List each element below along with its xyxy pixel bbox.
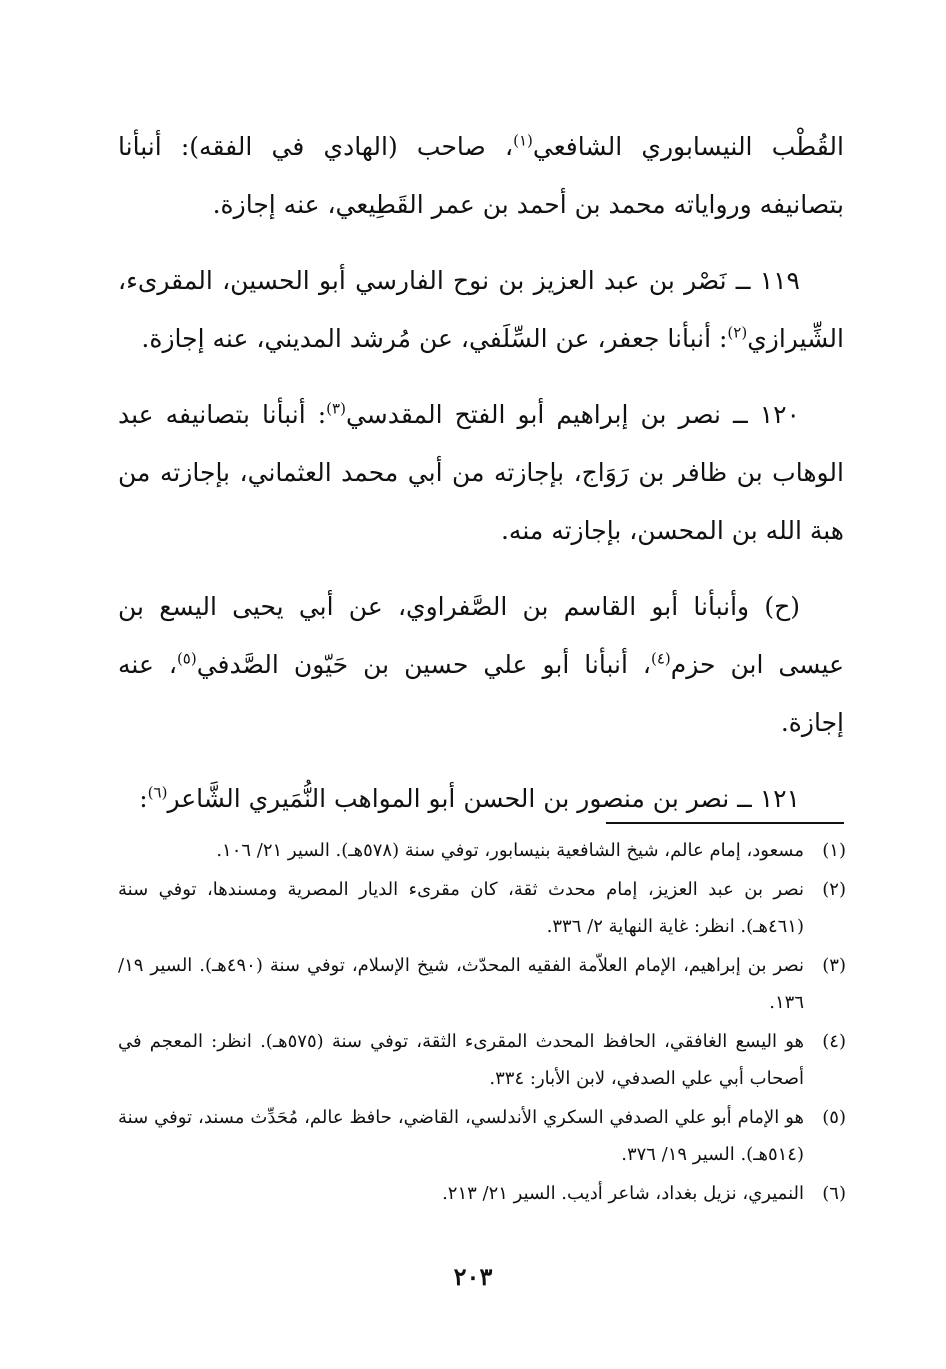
footnote-number: (٦) <box>822 1183 846 1204</box>
footnote-separator <box>606 822 844 824</box>
footnotes <box>118 832 846 1214</box>
footnote-number: (٤) <box>822 1031 846 1052</box>
footnote <box>118 947 846 1021</box>
footnote-ref-2: (٢) <box>727 323 748 342</box>
ha-text-end: ، عنه إجازة. <box>118 650 844 737</box>
footnote-text: نصر بن عبد العزيز، إمام محدث ثقة، كان مقرىء الديار المصرية ومسندها، توفي سنة (٤٦١هـ). انظر: غاية النهاية ٢/ ٣٣٦. <box>118 879 804 937</box>
intro-text: القُطْب النيسابوري الشافعي <box>532 132 844 161</box>
footnote-ref-4: (٤) <box>650 649 671 668</box>
footnote-text: هو الإمام أبو علي الصدفي السكري الأندلسي، القاضي، حافظ عالم، مُحَدِّث مسند، توفي سنة (٥١٤هـ). السير ١٩/ ٣٧٦. <box>118 1107 804 1165</box>
footnote <box>118 1175 846 1212</box>
footnote-text: مسعود، إمام عالم، شيخ الشافعية بنيسابور، توفي سنة (٥٧٨هـ). السير ٢١/ ١٠٦. <box>216 840 804 861</box>
footnote-ref-6: (٦) <box>147 783 168 802</box>
footnote-number: (٢) <box>822 879 846 900</box>
entry-119-text: ١١٩ ــ نَصْر بن عبد العزيز بن نوح الفارسي أبو الحسين، المقرىء، الشِّيرازي <box>118 266 844 353</box>
footnote <box>118 832 846 869</box>
footnote-ref-3: (٣) <box>326 399 346 418</box>
ha-text-middle: ، أنبأنا أبو علي حسين بن حَيّون الصَّدفي <box>196 650 651 679</box>
footnote <box>118 1023 846 1097</box>
footnote-text: هو اليسع الغافقي، الحافظ المحدث المقرىء الثقة، توفي سنة (٥٧٥هـ). انظر: المعجم في أصحاب أبي علي الصدفي، لابن الأبار: ٣٣٤. <box>118 1031 804 1089</box>
intro-text-cont: ، صاحب (الهادي في الفقه): أنبأنا بتصانيفه ورواياته محمد بن أحمد بن عمر القَطِيعي، عنه إجازة. <box>118 132 844 219</box>
ha-paragraph <box>118 578 844 752</box>
intro-paragraph <box>118 118 844 234</box>
footnote-number: (٣) <box>822 955 846 976</box>
ha-text: (ح) وأنبأنا أبو القاسم بن الصَّفراوي، عن أبي يحيى اليسع بن عيسى ابن حزم <box>118 592 844 679</box>
main-text <box>118 118 844 846</box>
entry-121-text-cont: : <box>139 784 148 813</box>
footnote-number: (٥) <box>822 1107 846 1128</box>
page-number: ٢٠٣ <box>453 1262 493 1291</box>
footnote-number: (١) <box>822 840 846 861</box>
entry-120 <box>118 386 844 560</box>
footnote-ref-5: (٥) <box>176 649 197 668</box>
entry-120-text-cont: : أنبأنا بتصانيفه عبد الوهاب بن ظافر بن رَوَاج، بإجازته من أبي محمد العثماني، بإجازته من هبة الله بن المحسن، بإجازته منه. <box>118 400 844 545</box>
footnote-text: النميري، نزيل بغداد، شاعر أديب. السير ٢١/ ٢١٣. <box>442 1183 804 1204</box>
footnote <box>118 871 846 945</box>
entry-119-text-cont: : أنبأنا جعفر، عن السِّلَفي، عن مُرشد المديني، عنه إجازة. <box>141 324 728 353</box>
entry-120-text: ١٢٠ ــ نصر بن إبراهيم أبو الفتح المقدسي <box>345 400 800 429</box>
entry-121-text: ١٢١ ــ نصر بن منصور بن الحسن أبو المواهب النُّمَيري الشَّاعر <box>167 784 800 813</box>
footnote-text: نصر بن إبراهيم، الإمام العلاّمة الفقيه المحدّث، شيخ الإسلام، توفي سنة (٤٩٠هـ). السير ١٩/ ١٣٦. <box>118 955 804 1013</box>
footnote-ref-1: (١) <box>513 131 533 150</box>
entry-119 <box>118 252 844 368</box>
entry-121 <box>118 770 844 828</box>
footnote <box>118 1099 846 1173</box>
